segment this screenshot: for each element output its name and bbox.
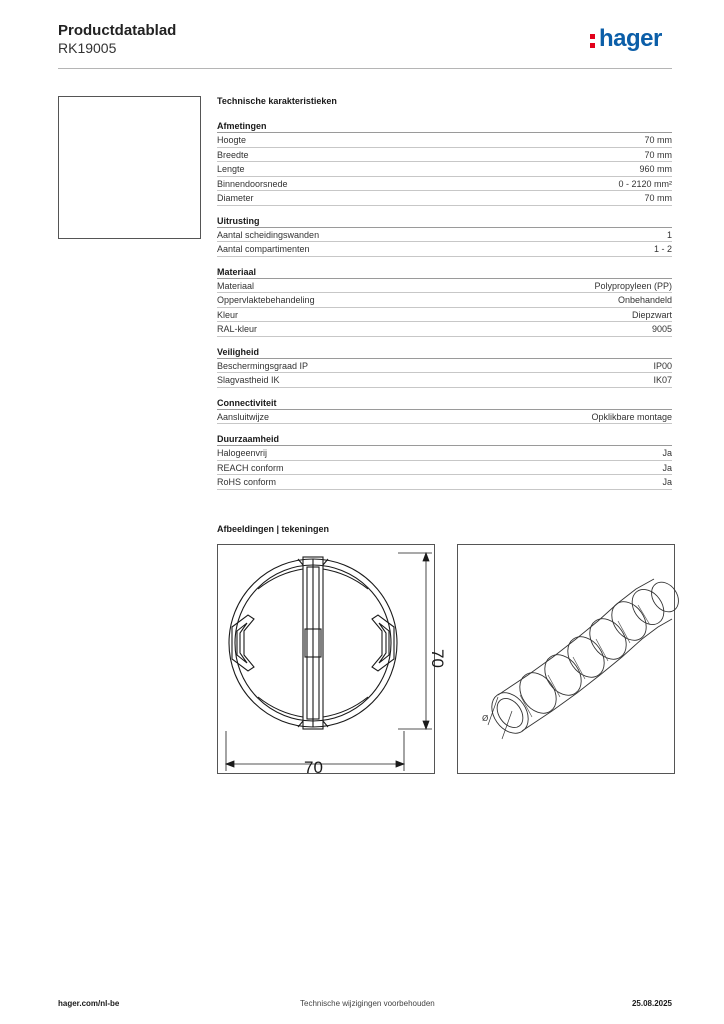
spec-row [217,322,672,337]
spec-value: Ja [662,462,672,473]
logo-colon-mark [590,34,595,48]
specs-heading: Technische karakteristieken [217,96,337,106]
spec-section [217,432,672,490]
spec-section-title: Uitrusting [217,214,672,228]
spec-value: 1 - 2 [653,244,672,254]
spec-label: Aantal compartimenten [217,244,310,254]
hager-logo [590,24,676,56]
spec-label: Hoogte [217,135,247,145]
spec-value: IP00 [653,360,672,371]
spec-value: 70 mm [644,193,672,203]
spec-value: 0 - 2120 mm² [618,178,672,189]
spec-label: Binnendoorsnede [217,178,288,189]
spec-row [217,177,672,192]
spec-label: Breedte [217,149,249,160]
spec-row [217,475,672,490]
spec-row [217,410,672,425]
spec-value: 70 mm [644,149,672,160]
spec-label: Oppervlaktebehandeling [217,295,315,305]
footer-date: 25.08.2025 [631,999,672,1008]
spec-label: Halogeenvrij [217,448,268,458]
spec-row [217,359,672,374]
product-photo-placeholder [58,96,201,239]
spec-section-title: Afmetingen [217,119,672,133]
spec-row [217,228,672,243]
spec-section [217,214,672,257]
spec-value: Ja [662,448,672,458]
spec-row [217,162,672,177]
spec-value: 1 [666,229,672,240]
spec-value: Polypropyleen (PP) [594,280,672,291]
spec-label: Lengte [217,164,245,174]
spec-section [217,265,672,337]
spec-label: Aansluitwijze [217,411,270,422]
images-heading: Afbeeldingen | tekeningen [217,524,330,534]
drawing-width-dimension: 70 [304,758,323,777]
drawing-height-dimension: 70 [428,649,447,668]
spec-section [217,396,672,425]
product-perspective-drawing [457,544,675,774]
spec-value: 960 mm [639,164,672,174]
spec-label: Kleur [217,309,239,320]
document-title: Productdatablad [58,22,177,39]
spec-section [217,345,672,388]
spec-row [217,242,672,257]
spec-section-title: Connectiviteit [217,396,672,410]
spec-value: Onbehandeld [617,295,672,305]
spec-row [217,148,672,163]
technical-specs [217,94,672,498]
perspective-drawing [458,545,676,775]
spec-row [217,191,672,206]
spec-row [217,461,672,476]
logo-wordmark: hager [599,25,662,52]
spec-section [217,119,672,206]
spec-row [217,133,672,148]
spec-row [217,373,672,388]
spec-label: RAL-kleur [217,324,258,334]
spec-row [217,279,672,294]
spec-row [217,293,672,308]
technical-drawing [217,544,447,777]
spec-row [217,308,672,323]
spec-label: Materiaal [217,280,255,291]
spec-row [217,446,672,461]
product-code: RK19005 [58,40,117,56]
spec-label: RoHS conform [217,477,277,487]
spec-value: Opklikbare montage [591,411,672,422]
footer-website: hager.com/nl-be [58,999,120,1008]
cross-section-drawing [218,545,447,777]
diameter-symbol: Ø [482,714,489,723]
spec-value: 9005 [651,324,672,334]
spec-value: Ja [662,477,672,487]
spec-label: Aantal scheidingswanden [217,229,320,240]
spec-section-title: Duurzaamheid [217,432,672,446]
spec-label: REACH conform [217,462,284,473]
spec-value: IK07 [653,375,672,385]
footer-note: Technische wijzigingen voorbehouden [300,999,435,1008]
header-divider [58,68,672,69]
spec-value: Diepzwart [631,309,672,320]
spec-label: Diameter [217,193,254,203]
spec-section-title: Materiaal [217,265,672,279]
spec-label: Slagvastheid IK [217,375,280,385]
spec-value: 70 mm [644,135,672,145]
spec-section-title: Veiligheid [217,345,672,359]
spec-sections [217,119,672,490]
spec-label: Beschermingsgraad IP [217,360,309,371]
